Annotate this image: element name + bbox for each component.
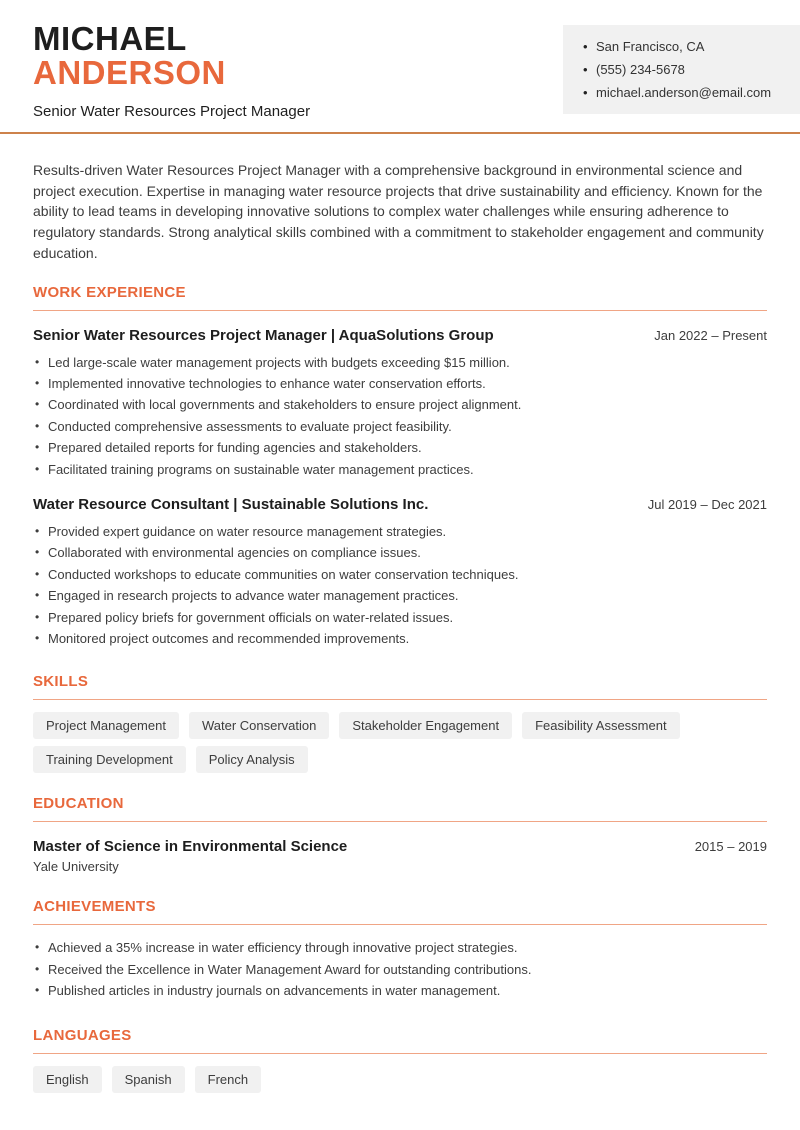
job-header-row bbox=[33, 327, 767, 344]
job-bullet-list bbox=[33, 352, 767, 480]
job-bullet: • Prepared detailed reports for funding agencies and stakeholders. bbox=[33, 437, 767, 458]
header-job-title: Senior Water Resources Project Manager bbox=[33, 103, 311, 120]
skill-tag: Policy Analysis bbox=[196, 746, 308, 773]
resume-body bbox=[0, 160, 800, 1093]
section-work-experience bbox=[33, 284, 767, 650]
job-bullet: • Monitored project outcomes and recommended improvements. bbox=[33, 628, 767, 649]
job-bullet: • Coordinated with local governments and stakeholders to ensure project alignment. bbox=[33, 394, 767, 415]
skill-tag: Training Development bbox=[33, 746, 186, 773]
education-entry bbox=[33, 838, 767, 874]
skill-tag: Water Conservation bbox=[189, 712, 329, 739]
job-title-line: Senior Water Resources Project Manager | AquaSolutions Group bbox=[33, 326, 494, 344]
summary-text: Results-driven Water Resources Project Manager with a comprehensive background in environmental science and project execution. Expertise in managing water resource projects that drive sustainability and efficiency. Known for the ability to lead teams in developing innovative solutions to complex water challenges while ensuring adherence to regulatory standards. Strong analytical skills combined with a commitment to stakeholder engagement and community education. bbox=[33, 162, 764, 261]
job-entry bbox=[33, 496, 767, 649]
language-tag: English bbox=[33, 1066, 102, 1093]
education-header-row bbox=[33, 838, 767, 855]
job-bullet: • Conducted comprehensive assessments to evaluate project feasibility. bbox=[33, 416, 767, 437]
contact-item: • (555) 234-5678 bbox=[583, 58, 786, 81]
achievement-bullet: • Published articles in industry journals on advancements in water management. bbox=[33, 980, 767, 1001]
degree: Master of Science in Environmental Science bbox=[33, 838, 348, 856]
section-skills bbox=[33, 673, 767, 773]
contact-item: • San Francisco, CA bbox=[583, 35, 786, 58]
section-education bbox=[33, 795, 767, 874]
job-bullet: • Collaborated with environmental agencies on compliance issues. bbox=[33, 542, 767, 563]
contact-item: • michael.anderson@email.com bbox=[583, 81, 786, 104]
language-tag: French bbox=[195, 1066, 261, 1093]
last-name: ANDERSON bbox=[33, 54, 226, 91]
skill-tag-list bbox=[33, 712, 767, 773]
section-achievements bbox=[33, 898, 767, 1001]
first-name: MICHAEL bbox=[33, 20, 187, 57]
language-tag-list bbox=[33, 1066, 767, 1093]
contact-list bbox=[583, 35, 786, 104]
job-entry bbox=[33, 327, 767, 480]
job-bullet: • Engaged in research projects to advance water management practices. bbox=[33, 585, 767, 606]
skill-tag: Project Management bbox=[33, 712, 179, 739]
work-experience-heading: WORK EXPERIENCE bbox=[33, 284, 767, 311]
achievement-list bbox=[33, 937, 767, 1001]
job-bullet: • Led large-scale water management projects with budgets exceeding $15 million. bbox=[33, 352, 767, 373]
job-title-line: Water Resource Consultant | Sustainable Solutions Inc. bbox=[33, 495, 429, 513]
achievement-bullet: • Achieved a 35% increase in water efficiency through innovative project strategies. bbox=[33, 937, 767, 958]
contact-card bbox=[563, 25, 800, 114]
education-heading: EDUCATION bbox=[33, 795, 767, 822]
skill-tag: Stakeholder Engagement bbox=[339, 712, 512, 739]
section-languages bbox=[33, 1027, 767, 1093]
job-bullet: • Prepared policy briefs for government officials on water-related issues. bbox=[33, 607, 767, 628]
resume-header bbox=[0, 0, 800, 134]
job-header-row bbox=[33, 496, 767, 513]
job-bullet: • Facilitated training programs on sustainable water management practices. bbox=[33, 459, 767, 480]
job-bullet: • Conducted workshops to educate communities on water conservation techniques. bbox=[33, 564, 767, 585]
skill-tag: Feasibility Assessment bbox=[522, 712, 680, 739]
skills-heading: SKILLS bbox=[33, 673, 767, 700]
education-dates: 2015 – 2019 bbox=[694, 839, 767, 855]
job-bullet: • Provided expert guidance on water resource management strategies. bbox=[33, 521, 767, 542]
job-bullet: • Implemented innovative technologies to enhance water conservation efforts. bbox=[33, 373, 767, 394]
school-name: Yale University bbox=[33, 859, 119, 875]
language-tag: Spanish bbox=[112, 1066, 185, 1093]
job-bullet-list bbox=[33, 521, 767, 649]
job-dates: Jul 2019 – Dec 2021 bbox=[647, 496, 767, 512]
languages-heading: LANGUAGES bbox=[33, 1027, 767, 1054]
achievement-bullet: • Received the Excellence in Water Management Award for outstanding contributions. bbox=[33, 959, 767, 980]
achievements-heading: ACHIEVEMENTS bbox=[33, 898, 767, 925]
job-dates: Jan 2022 – Present bbox=[654, 327, 767, 343]
